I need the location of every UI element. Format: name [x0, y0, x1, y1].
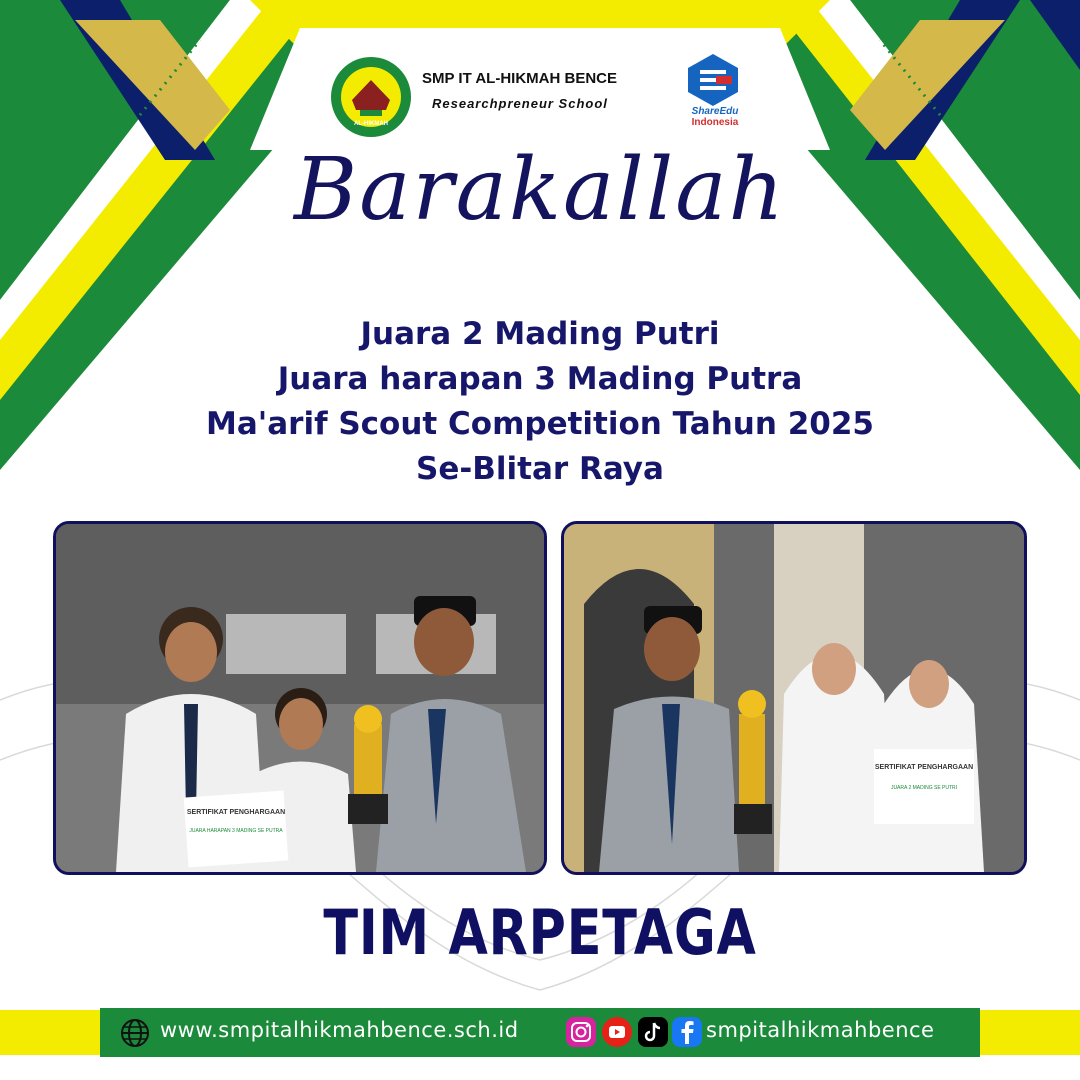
certificate-heading: SERTIFIKAT PENGHARGAAN — [874, 764, 974, 771]
photo-right — [561, 521, 1027, 875]
header — [330, 52, 750, 137]
photo-left — [53, 521, 547, 875]
youtube-icon[interactable] — [602, 1017, 632, 1047]
school-logo — [330, 56, 412, 138]
partner-name-line2: Indonesia — [691, 117, 739, 128]
photo-right-illustration — [564, 524, 1024, 872]
title-line: Juara harapan 3 Mading Putra — [277, 361, 803, 397]
social-handle[interactable]: smpitalhikmahbence — [706, 1018, 935, 1042]
shareedu-logo-icon — [682, 52, 744, 108]
title-line: Se-Blitar Raya — [416, 451, 664, 487]
facebook-icon[interactable] — [672, 1017, 702, 1047]
instagram-icon[interactable] — [566, 1017, 596, 1047]
footer-bar — [100, 1008, 980, 1057]
team-name: TIM ARPETAGA — [323, 896, 757, 969]
title-line: Juara 2 Mading Putri — [360, 316, 720, 352]
certificate-award: JUARA HARAPAN 3 MADING SE PUTRA — [189, 828, 283, 834]
website-link[interactable]: www.smpitalhikmahbence.sch.id — [160, 1018, 519, 1042]
photo-left-illustration — [56, 524, 544, 872]
certificate-heading: SERTIFIKAT PENGHARGAAN — [186, 809, 286, 816]
greeting-heading: Barakallah — [294, 140, 786, 240]
certificate-award: JUARA 2 MADING SE PUTRI — [890, 785, 958, 791]
school-tagline: Researchpreneur School — [432, 96, 608, 111]
svg-text:AL-HIKMAH: AL-HIKMAH — [354, 121, 388, 127]
partner-name-line1: ShareEdu — [691, 106, 739, 117]
school-name: SMP IT AL-HIKMAH BENCE — [422, 70, 617, 87]
title-line: Ma'arif Scout Competition Tahun 2025 — [205, 406, 874, 442]
globe-icon — [120, 1018, 150, 1048]
tiktok-icon[interactable] — [638, 1017, 668, 1047]
achievement-titles — [0, 312, 1080, 492]
partner-name — [680, 106, 750, 128]
